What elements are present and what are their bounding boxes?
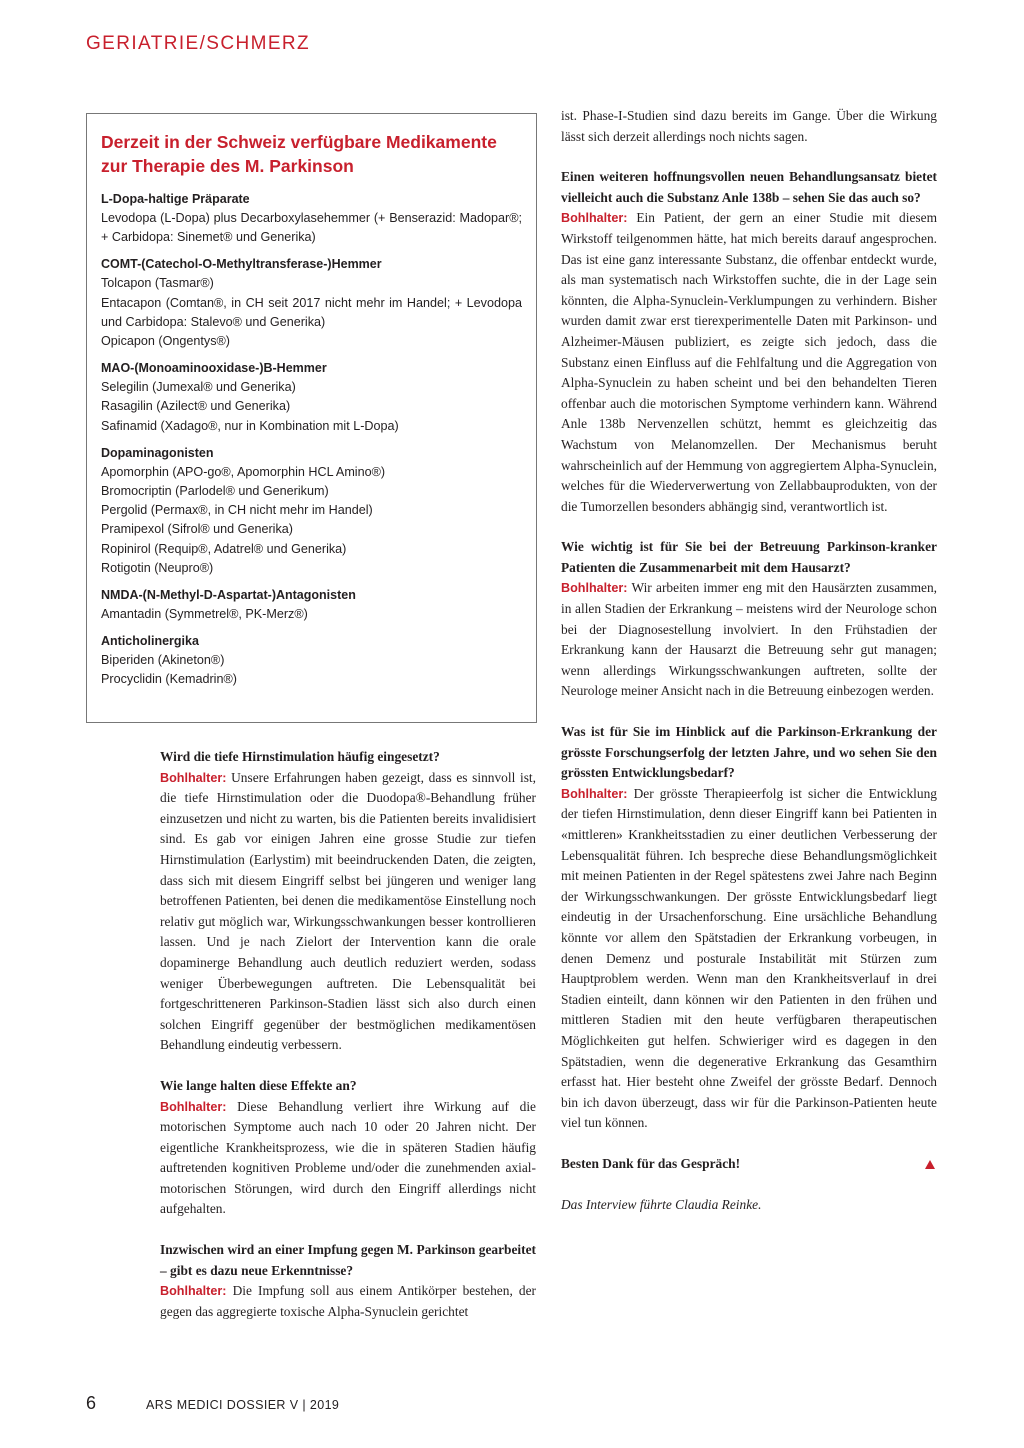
answer-paragraph xyxy=(561,578,937,702)
drug-item: Levodopa (L-Dopa) plus Decarboxylasehemmer (+ Benserazid: Madopar®; + Carbidopa: Sinemet® und Generika) xyxy=(101,211,522,245)
question-general-practitioner: Wie wichtig ist für Sie bei der Betreuung Parkinson-kranker Patienten die Zusammenarbeit mit dem Hausarzt? xyxy=(561,539,937,575)
drug-item: Rotigotin (Neupro®) xyxy=(101,560,214,575)
drug-item: Tolcapon (Tasmar®) xyxy=(101,276,214,291)
speaker-label: Bohlhalter: xyxy=(561,211,628,226)
drug-group-title: NMDA-(N-Methyl-D-Aspartat-)Antagonisten xyxy=(101,588,356,603)
drug-item: Amantadin (Symmetrel®, PK-Merz®) xyxy=(101,607,308,622)
drug-item: Pramipexol (Sifrol® und Generika) xyxy=(101,522,293,537)
drug-group-title: MAO-(Monoaminooxidase-)B-Hemmer xyxy=(101,361,327,376)
speaker-label: Bohlhalter: xyxy=(160,1099,227,1114)
drug-group xyxy=(101,586,522,624)
drug-item: Safinamid (Xadago®, nur in Kombination mit L-Dopa) xyxy=(101,418,399,433)
medication-info-box xyxy=(86,113,537,723)
page-number: 6 xyxy=(86,1393,97,1413)
question-anle138b: Einen weiteren hoffnungsvollen neuen Behandlungsansatz bietet vielleicht auch die Substanz Anle 138b – sehen Sie das auch so? xyxy=(561,169,937,205)
speaker-label: Bohlhalter: xyxy=(561,786,628,801)
drug-item: Opicapon (Ongentys®) xyxy=(101,334,230,349)
journal-name: ARS MEDICI DOSSIER V | 2019 xyxy=(146,1398,340,1412)
drug-group xyxy=(101,444,522,578)
drug-item: Ropinirol (Requip®, Adatrel® und Generika) xyxy=(101,541,347,556)
speaker-label: Bohlhalter: xyxy=(160,770,227,785)
drug-group xyxy=(101,632,522,689)
answer-paragraph xyxy=(160,1097,536,1221)
section-header: GERIATRIE/SCHMERZ xyxy=(86,33,311,54)
drug-item: Rasagilin (Azilect® und Generika) xyxy=(101,399,291,414)
speaker-label: Bohlhalter: xyxy=(160,1284,227,1299)
drug-group xyxy=(101,190,522,247)
closing-thanks: Besten Dank für das Gespräch! xyxy=(561,1155,741,1171)
drug-group-title: Dopaminagonisten xyxy=(101,445,214,460)
answer-text: Der grösste Therapieerfolg ist sicher die Entwicklung der tiefen Hirnstimulation, denn dieser Eingriff kann bei Patienten in «mittleren» Krankheitsstadien zu einer deutlichen Verbesserung der Lebensqualität führen. Ich bespreche diese Behandlungsmöglichkeit mit meinen Patienten in der Regel spätestens zwei Jahre nach Beginn der Wirkungsschwankungen. Der grösste Entwicklungsbedarf liegt eindeutig in der Ursachenforschung. Eine ursächliche Behandlung könnte vor allem den Spätstadien der Erkrankung vorbeugen, in denen Demenz und posturale Instabilität mit Stürzen zum Hauptproblem werden. Wenn man den Krankheitsverlauf in drei Stadien einteilt, dann können wir den Patienten in den frühen und mittleren Stadien mit den heute verfügbaren therapeutischen Möglichkeiten gut helfen. Schwieriger wird es dagegen in den Spätstadien, wenn die degenerative Erkrankung das Gesamthirn erfasst hat. Hier besteht ohne Zweifel der grösste Bedarf. Dennoch bin ich davon überzeugt, dass wir für die Parkinson-Patienten heute viel tun können. xyxy=(561,785,937,1131)
answer-text: Diese Behandlung verliert ihre Wirkung auf die motorischen Symptome auch nach 10 oder 20 Jahren nicht. Der eigentliche Krankheitsprozess, wie die in späteren Stadien häufig auftretenden kognitiven Probleme und/oder die zunehmenden axial-motorischen Störungen, wird durch den Eingriff allerdings nicht aufgehalten. xyxy=(160,1098,536,1217)
right-column xyxy=(561,106,937,1215)
end-of-article-triangle-icon xyxy=(925,1160,935,1169)
question-research-success: Was ist für Sie im Hinblick auf die Parkinson-Erkrankung der grösste Forschungserfolg der letzten Jahre, und wo sehen Sie den grössten Entwicklungsbedarf? xyxy=(561,724,937,781)
drug-group-title: COMT-(Catechol-O-Methyltransferase-)Hemmer xyxy=(101,257,382,272)
page-footer xyxy=(86,1393,486,1414)
drug-group xyxy=(101,255,522,351)
drug-item: Selegilin (Jumexal® und Generika) xyxy=(101,380,296,395)
drug-item: Apomorphin (APO-go®, Apomorphin HCL Amino®) xyxy=(101,464,386,479)
answer-continuation: ist. Phase-I-Studien sind dazu bereits im Gange. Über die Wirkung lässt sich derzeit allerdings noch nichts sagen. xyxy=(561,108,937,144)
drug-item: Bromocriptin (Parlodel® und Generikum) xyxy=(101,484,329,499)
drug-group-title: Anticholinergika xyxy=(101,634,199,649)
answer-paragraph xyxy=(561,208,937,517)
drug-item: Procyclidin (Kemadrin®) xyxy=(101,672,237,687)
answer-text: Ein Patient, der gern an einer Studie mit diesem Wirkstoff teilgenommen hätte, hat mich bereits darauf angesprochen. Das ist eine ganz interessante Substanz, die offenbar entdeckt wurde, als man systematisch nach Wirkstoffen suchte, die in der Lage sein könnten, die Alpha-Synuclein-Verklumpungen zu verhindern. Bisher wurden damit zwar erst tierexperimentelle Daten mit Parkinson- und Alzheimer-Mäusen publiziert, es zeigte sich jedoch, dass die Substanz einen Einfluss auf die Fehlfaltung und die Aggregation von Alpha-Synuclein zu haben scheint und bei den behandelten Tieren offenbar auch die motorischen Symptome verhindern kann. Während Anle 138b Nervenzellen schützt, hemmt es gleichzeitig das Wachstum von Melanomzellen. Der Mechanismus beruht wahrscheinlich auf der Hemmung von aggregiertem Alpha-Synuclein, welches für die Wiederverwertung von Zellabbauprodukten, von der die Tumorzellen besonders abhängig sind, verantwortlich ist. xyxy=(561,210,937,514)
drug-item: Pergolid (Permax®, in CH nicht mehr im Handel) xyxy=(101,503,373,518)
interview-credit: Das Interview führte Claudia Reinke. xyxy=(561,1196,762,1212)
left-column xyxy=(160,747,536,1322)
closing-row xyxy=(561,1154,937,1175)
answer-paragraph xyxy=(561,784,937,1134)
drug-group-title: L-Dopa-haltige Präparate xyxy=(101,192,250,206)
answer-text: Unsere Erfahrungen haben gezeigt, dass es sinnvoll ist, die tiefe Hirnstimulation oder die Duodopa®-Behandlung früher einzusetzen und nicht zu warten, bis die Patienten bereits invalidisiert sind. Es gab vor einigen Jahren eine grosse Studie zur tiefen Hirnstimulation (Earlystim) mit beeindruckenden Daten, die zeigten, dass sich mit diesem Eingriff selbst bei jüngeren und weniger lang betroffenen Patienten, bei denen die medikamentöse Einstellung noch relativ gut möglich war, Wirkungsschwankungen besser kontrollieren lassen. Und je nach Zielort der Intervention kann die orale dopaminerge Behandlung auch deutlich reduziert werden, sodass weniger Überbewegungen auftreten. Die Lebensqualität bei fortgeschritteneren Parkinson-Stadien lässt sich also durch einen solchen Eingriff gegenüber der bestmöglichen medikamentösen Behandlung eindeutig verbessern. xyxy=(160,769,536,1053)
question-deep-brain-stimulation: Wird die tiefe Hirnstimulation häufig eingesetzt? xyxy=(160,749,440,764)
question-vaccination: Inzwischen wird an einer Impfung gegen M. Parkinson gearbeitet – gibt es dazu neue Erkenntnisse? xyxy=(160,1242,536,1278)
box-title: Derzeit in der Schweiz verfügbare Medikamente zur Therapie des M. Parkinson xyxy=(101,132,497,176)
answer-text: Die Impfung soll aus einem Antikörper bestehen, der gegen das aggregierte toxische Alpha-Synuclein gerichtet xyxy=(160,1283,536,1319)
drug-item: Entacapon (Comtan®, in CH seit 2017 nicht mehr im Handel; + Levodopa und Carbidopa: Stalevo® und Generika) xyxy=(101,295,522,329)
medication-groups xyxy=(101,190,522,690)
answer-text: Wir arbeiten immer eng mit den Hausärzten zusammen, in allen Stadien der Erkrankung – meistens wird der Neurologe schon bei der Diagnosestellung involviert. In den Frühstadien der Erkrankung kann der Hausarzt die Betreuung sehr gut managen; wenn allerdings Wirkungsschwankungen auftreten, sollte der Neurologe meiner Ansicht nach in die Betreuung einbezogen werden. xyxy=(561,580,937,699)
answer-paragraph xyxy=(160,1281,536,1322)
drug-item: Biperiden (Akineton®) xyxy=(101,653,225,668)
answer-paragraph xyxy=(160,768,536,1056)
speaker-label: Bohlhalter: xyxy=(561,581,628,596)
drug-group xyxy=(101,359,522,436)
question-effect-duration: Wie lange halten diese Effekte an? xyxy=(160,1077,357,1093)
